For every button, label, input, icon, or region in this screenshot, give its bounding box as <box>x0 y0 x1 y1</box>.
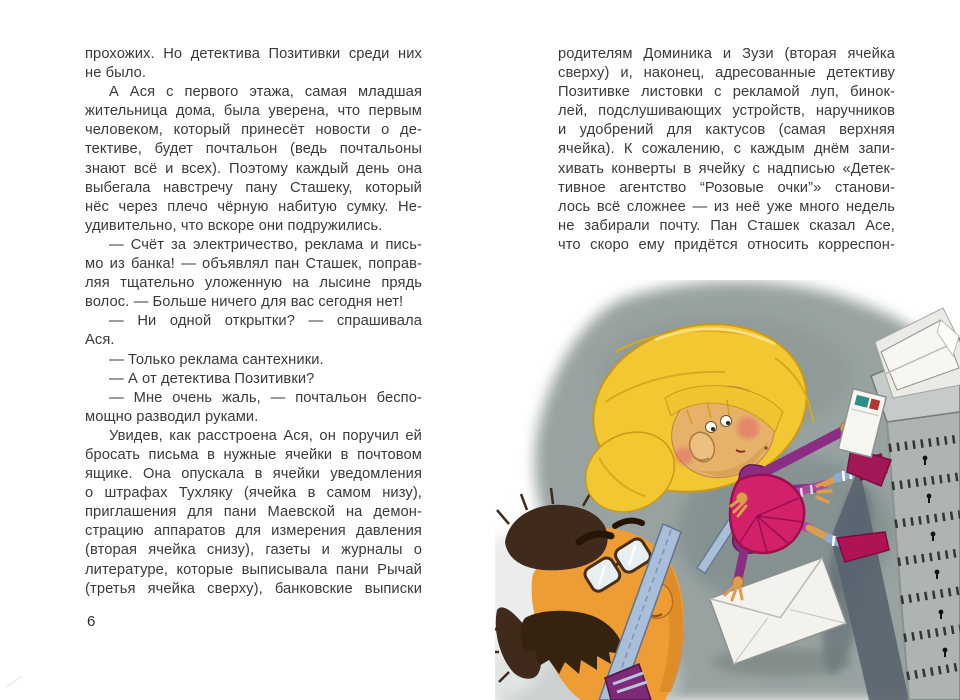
text-line: — Ни одной открытки? — спрашивала <box>109 313 422 330</box>
scan-artifact <box>6 676 27 695</box>
story-illustration <box>495 280 960 700</box>
right-page-text <box>558 45 895 255</box>
text-line: А Ася с первого этажа, самая младшая <box>109 84 422 101</box>
text-line: мощно разводил руками. <box>85 408 259 425</box>
text-line: лось всё сложнее — из неё уже много недель <box>558 198 895 215</box>
text-line: литературе, которые выписывала пани Рычай <box>85 561 422 578</box>
text-line: хивать конверты в ячейку с надписью «Детек- <box>558 160 895 177</box>
text-line: — Мне очень жаль, — почтальон беспо- <box>109 389 422 406</box>
text-line: ячейка). К сожалению, с каждым днём запи- <box>558 141 895 158</box>
text-line: выбегала навстречу пану Сташеку, который <box>85 179 422 196</box>
text-line: тивное агентство “Розовые очки”» станови- <box>558 179 895 196</box>
text-line: приглашения для пани Маевской на демон- <box>85 504 422 521</box>
text-line: не забирали почту. Пан Сташек сказал Асе, <box>558 217 895 234</box>
text-line: Увидев, как расстроена Ася, он поручил ей <box>109 427 422 444</box>
text-line: Ася. <box>85 332 115 349</box>
text-line: не было. <box>85 65 147 82</box>
text-line: Позитивке листовки с рекламой луп, бинок- <box>558 84 895 101</box>
text-line: волос. — Больше ничего для вас сегодня нет! <box>85 294 404 311</box>
text-line: — Счёт за электричество, реклама и пись- <box>109 236 422 253</box>
text-line: родителям Доминика и Зузи (вторая ячейка <box>558 46 895 62</box>
left-page-text <box>85 45 422 599</box>
text-line: человеком, который принесёт новости о де- <box>85 122 422 139</box>
text-line: о штрафах Тухляку (ячейка в самом низу), <box>85 485 422 502</box>
text-line: знают всё и всех). Поэтому каждый день она <box>85 160 422 177</box>
text-line: тективе, будет почтальон (ведь почтальоны <box>85 141 422 158</box>
text-line: лей, подслушивающих устройств, наручников <box>558 103 895 120</box>
girl-cheek-left <box>675 447 693 465</box>
text-line: ящике. Она опускала в ячейки уведомления <box>85 466 422 483</box>
text-line: страцию аппаратов для измерения давления <box>85 523 422 540</box>
girl-cheek-right <box>737 417 759 439</box>
text-line: сверху) и, наконец, адресованные детективу <box>558 65 895 82</box>
text-line: (вторая ячейка снизу), газеты и журналы о <box>85 542 422 559</box>
text-line: и удобрений для кактусов (самая верхняя <box>558 122 895 139</box>
text-line: ляя тщательно уложенную на лысине прядь <box>85 275 422 292</box>
text-line: что скоро ему придётся относить корреспон- <box>558 236 895 253</box>
text-line: нёс через плечо чёрную набитую сумку. Не- <box>85 198 422 215</box>
text-line: прохожих. Но детектива Позитивки среди них <box>85 46 422 62</box>
page-number: 6 <box>87 613 96 630</box>
text-line: — Только реклама сантехники. <box>109 351 324 368</box>
text-line: удивительно, что вскоре они подружились. <box>85 217 383 234</box>
text-line: — А от детектива Позитивки? <box>109 370 315 387</box>
text-line: мо из банка! — объявлял пан Сташек, поправ- <box>85 256 422 273</box>
text-line: жительница дома, была уверена, что первым <box>85 103 422 120</box>
text-line: бросать письма в нужные ячейки в почтовом <box>85 446 422 463</box>
text-line: (третья ячейка сверху), банковские выписки <box>85 580 422 597</box>
